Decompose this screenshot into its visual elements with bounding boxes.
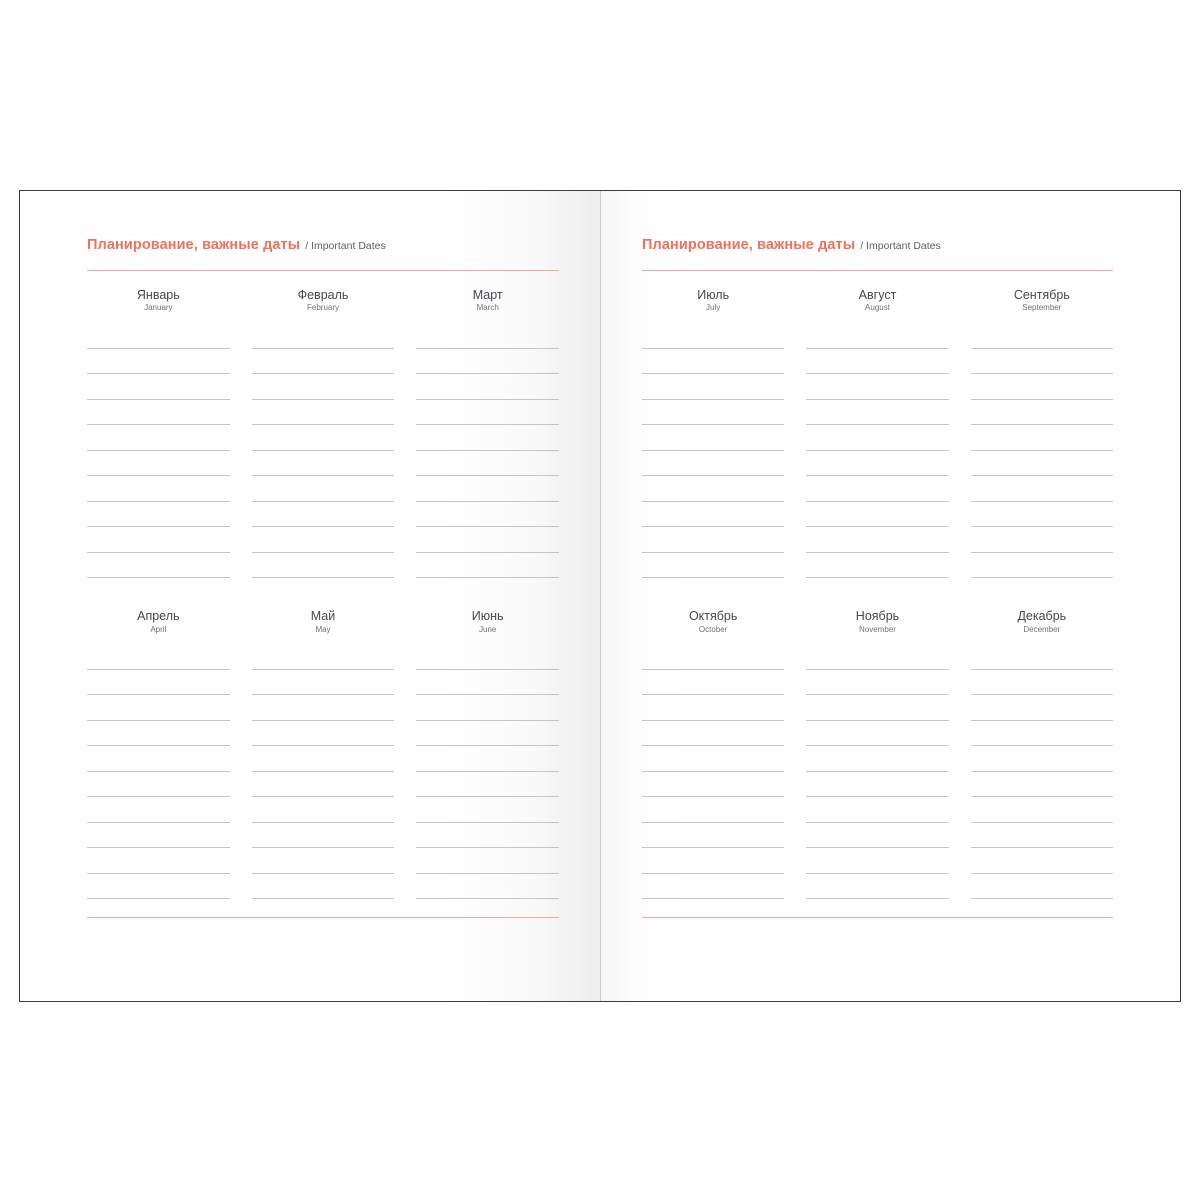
writing-line[interactable] bbox=[416, 644, 559, 670]
page-right-bottom-rule bbox=[642, 917, 1113, 918]
writing-line[interactable] bbox=[806, 823, 948, 849]
writing-line[interactable] bbox=[642, 848, 784, 874]
writing-line[interactable] bbox=[87, 502, 230, 528]
writing-line[interactable] bbox=[806, 374, 948, 400]
row-spacer bbox=[87, 578, 559, 592]
writing-line[interactable] bbox=[416, 400, 559, 426]
writing-line[interactable] bbox=[642, 644, 784, 670]
writing-line[interactable] bbox=[252, 746, 395, 772]
month-title-june: Июнь bbox=[471, 609, 504, 624]
writing-line[interactable] bbox=[971, 644, 1113, 670]
month-block-august bbox=[806, 288, 948, 578]
writing-line[interactable] bbox=[87, 349, 230, 375]
page-left-header-title-ru: Планирование, важные даты bbox=[87, 237, 301, 253]
writing-line[interactable] bbox=[971, 695, 1113, 721]
writing-line[interactable] bbox=[971, 553, 1113, 579]
writing-line[interactable] bbox=[416, 695, 559, 721]
month-block-november bbox=[806, 609, 948, 899]
writing-line[interactable] bbox=[971, 746, 1113, 772]
month-block-april bbox=[87, 609, 230, 899]
writing-line[interactable] bbox=[416, 670, 559, 696]
writing-line[interactable] bbox=[87, 425, 230, 451]
writing-line[interactable] bbox=[806, 502, 948, 528]
writing-line[interactable] bbox=[252, 644, 395, 670]
planner-page-left bbox=[20, 191, 600, 1001]
writing-line[interactable] bbox=[416, 721, 559, 747]
writing-line[interactable] bbox=[252, 874, 395, 900]
writing-line[interactable] bbox=[87, 695, 230, 721]
writing-line[interactable] bbox=[252, 848, 395, 874]
month-title-may: Май bbox=[310, 609, 336, 624]
month-block-july bbox=[642, 288, 784, 578]
writing-line[interactable] bbox=[252, 502, 395, 528]
writing-line[interactable] bbox=[416, 848, 559, 874]
writing-line[interactable] bbox=[806, 797, 948, 823]
writing-line[interactable] bbox=[416, 527, 559, 553]
writing-line[interactable] bbox=[806, 695, 948, 721]
writing-line[interactable] bbox=[806, 746, 948, 772]
writing-line[interactable] bbox=[252, 451, 395, 477]
month-subtitle-april: April bbox=[150, 624, 167, 634]
writing-line[interactable] bbox=[416, 797, 559, 823]
month-title-august: Август bbox=[858, 288, 897, 302]
writing-line[interactable] bbox=[252, 400, 395, 426]
month-subtitle-august: August bbox=[865, 303, 890, 313]
writing-line[interactable] bbox=[87, 323, 230, 349]
writing-line[interactable] bbox=[87, 772, 230, 798]
writing-line[interactable] bbox=[87, 553, 230, 579]
page-left-bottom-rule bbox=[87, 917, 559, 918]
writing-line[interactable] bbox=[806, 874, 948, 900]
page-right-header-title-en: / Important Dates bbox=[860, 240, 941, 252]
page-right-header-rule bbox=[642, 270, 1113, 271]
page-right-header-title-ru: Планирование, важные даты bbox=[642, 237, 856, 253]
writing-line[interactable] bbox=[642, 797, 784, 823]
planner-spread bbox=[19, 190, 1181, 1002]
writing-line[interactable] bbox=[642, 323, 784, 349]
month-lines-march[interactable] bbox=[416, 323, 559, 578]
month-subtitle-january: January bbox=[144, 303, 173, 313]
writing-line[interactable] bbox=[416, 425, 559, 451]
month-row-q2 bbox=[87, 609, 559, 899]
month-lines-november[interactable] bbox=[806, 644, 948, 899]
month-subtitle-february: February bbox=[307, 303, 340, 313]
writing-line[interactable] bbox=[642, 476, 784, 502]
writing-line[interactable] bbox=[971, 502, 1113, 528]
month-lines-december[interactable] bbox=[971, 644, 1113, 899]
month-lines-october[interactable] bbox=[642, 644, 784, 899]
month-block-december bbox=[971, 609, 1113, 899]
writing-line[interactable] bbox=[971, 527, 1113, 553]
writing-line[interactable] bbox=[642, 823, 784, 849]
month-title-november: Ноябрь bbox=[855, 609, 900, 624]
month-subtitle-september: September bbox=[1022, 303, 1062, 313]
month-row-q4 bbox=[642, 609, 1113, 899]
month-title-july: Июль bbox=[697, 288, 730, 302]
month-lines-january[interactable] bbox=[87, 323, 230, 578]
writing-line[interactable] bbox=[87, 451, 230, 477]
writing-line[interactable] bbox=[806, 400, 948, 426]
writing-line[interactable] bbox=[416, 502, 559, 528]
month-title-december: Декабрь bbox=[1017, 609, 1067, 624]
writing-line[interactable] bbox=[642, 746, 784, 772]
writing-line[interactable] bbox=[971, 797, 1113, 823]
writing-line[interactable] bbox=[806, 670, 948, 696]
writing-line[interactable] bbox=[252, 670, 395, 696]
month-title-september: Сентябрь bbox=[1013, 288, 1070, 302]
month-block-february bbox=[252, 288, 395, 578]
writing-line[interactable] bbox=[806, 527, 948, 553]
writing-line[interactable] bbox=[971, 425, 1113, 451]
writing-line[interactable] bbox=[87, 476, 230, 502]
writing-line[interactable] bbox=[416, 553, 559, 579]
writing-line[interactable] bbox=[971, 374, 1113, 400]
writing-line[interactable] bbox=[416, 451, 559, 477]
writing-line[interactable] bbox=[806, 425, 948, 451]
month-lines-july[interactable] bbox=[642, 323, 784, 578]
writing-line[interactable] bbox=[642, 874, 784, 900]
writing-line[interactable] bbox=[252, 425, 395, 451]
writing-line[interactable] bbox=[971, 823, 1113, 849]
month-title-april: Апрель bbox=[137, 609, 180, 624]
writing-line[interactable] bbox=[87, 848, 230, 874]
writing-line[interactable] bbox=[971, 400, 1113, 426]
planner-page-right bbox=[600, 191, 1180, 1001]
writing-line[interactable] bbox=[87, 374, 230, 400]
writing-line[interactable] bbox=[416, 323, 559, 349]
month-lines-april[interactable] bbox=[87, 644, 230, 899]
writing-line[interactable] bbox=[642, 425, 784, 451]
writing-line[interactable] bbox=[87, 670, 230, 696]
month-subtitle-october: October bbox=[698, 624, 728, 634]
writing-line[interactable] bbox=[642, 502, 784, 528]
writing-line[interactable] bbox=[252, 476, 395, 502]
writing-line[interactable] bbox=[642, 451, 784, 477]
writing-line[interactable] bbox=[252, 695, 395, 721]
writing-line[interactable] bbox=[642, 400, 784, 426]
page-left-header-title-en: / Important Dates bbox=[305, 240, 386, 252]
month-title-february: Февраль bbox=[297, 288, 349, 302]
writing-line[interactable] bbox=[252, 323, 395, 349]
month-lines-june[interactable] bbox=[416, 644, 559, 899]
writing-line[interactable] bbox=[642, 695, 784, 721]
writing-line[interactable] bbox=[416, 349, 559, 375]
writing-line[interactable] bbox=[971, 323, 1113, 349]
writing-line[interactable] bbox=[642, 349, 784, 375]
month-block-march bbox=[416, 288, 559, 578]
month-title-january: Январь bbox=[136, 288, 180, 302]
writing-line[interactable] bbox=[642, 721, 784, 747]
writing-line[interactable] bbox=[971, 349, 1113, 375]
writing-line[interactable] bbox=[642, 772, 784, 798]
writing-line[interactable] bbox=[252, 349, 395, 375]
month-block-september bbox=[971, 288, 1113, 578]
writing-line[interactable] bbox=[806, 848, 948, 874]
month-subtitle-may: May bbox=[315, 624, 331, 634]
writing-line[interactable] bbox=[252, 374, 395, 400]
writing-line[interactable] bbox=[806, 772, 948, 798]
writing-line[interactable] bbox=[806, 349, 948, 375]
writing-line[interactable] bbox=[252, 797, 395, 823]
month-row-q1 bbox=[87, 288, 559, 578]
writing-line[interactable] bbox=[252, 823, 395, 849]
month-subtitle-november: November bbox=[859, 624, 896, 634]
month-title-march: Март bbox=[472, 288, 503, 302]
month-lines-august[interactable] bbox=[806, 323, 948, 578]
writing-line[interactable] bbox=[971, 721, 1113, 747]
page-right-header bbox=[642, 237, 1113, 253]
writing-line[interactable] bbox=[252, 721, 395, 747]
month-lines-may[interactable] bbox=[252, 644, 395, 899]
writing-line[interactable] bbox=[806, 721, 948, 747]
writing-line[interactable] bbox=[971, 772, 1113, 798]
writing-line[interactable] bbox=[87, 527, 230, 553]
row-spacer bbox=[642, 578, 1113, 592]
writing-line[interactable] bbox=[416, 823, 559, 849]
month-block-january bbox=[87, 288, 230, 578]
writing-line[interactable] bbox=[971, 476, 1113, 502]
month-title-october: Октябрь bbox=[688, 609, 738, 624]
writing-line[interactable] bbox=[252, 527, 395, 553]
writing-line[interactable] bbox=[416, 746, 559, 772]
page-left-header bbox=[87, 237, 559, 253]
writing-line[interactable] bbox=[642, 374, 784, 400]
writing-line[interactable] bbox=[806, 553, 948, 579]
month-block-october bbox=[642, 609, 784, 899]
month-lines-september[interactable] bbox=[971, 323, 1113, 578]
writing-line[interactable] bbox=[806, 644, 948, 670]
writing-line[interactable] bbox=[252, 772, 395, 798]
month-row-q3 bbox=[642, 288, 1113, 578]
page-left-header-rule bbox=[87, 270, 559, 271]
writing-line[interactable] bbox=[87, 797, 230, 823]
month-block-may bbox=[252, 609, 395, 899]
month-subtitle-july: July bbox=[706, 303, 721, 313]
writing-line[interactable] bbox=[806, 451, 948, 477]
writing-line[interactable] bbox=[642, 670, 784, 696]
writing-line[interactable] bbox=[971, 874, 1113, 900]
month-subtitle-june: June bbox=[479, 624, 497, 634]
page-left-content bbox=[87, 237, 559, 918]
writing-line[interactable] bbox=[806, 476, 948, 502]
writing-line[interactable] bbox=[416, 874, 559, 900]
writing-line[interactable] bbox=[416, 374, 559, 400]
month-subtitle-march: March bbox=[476, 303, 499, 313]
writing-line[interactable] bbox=[87, 644, 230, 670]
writing-line[interactable] bbox=[87, 721, 230, 747]
writing-line[interactable] bbox=[416, 476, 559, 502]
writing-line[interactable] bbox=[971, 848, 1113, 874]
writing-line[interactable] bbox=[971, 670, 1113, 696]
writing-line[interactable] bbox=[87, 400, 230, 426]
writing-line[interactable] bbox=[87, 746, 230, 772]
writing-line[interactable] bbox=[87, 823, 230, 849]
writing-line[interactable] bbox=[416, 772, 559, 798]
writing-line[interactable] bbox=[642, 527, 784, 553]
writing-line[interactable] bbox=[252, 553, 395, 579]
month-subtitle-december: December bbox=[1023, 624, 1061, 634]
writing-line[interactable] bbox=[971, 451, 1113, 477]
writing-line[interactable] bbox=[806, 323, 948, 349]
month-block-june bbox=[416, 609, 559, 899]
month-lines-february[interactable] bbox=[252, 323, 395, 578]
writing-line[interactable] bbox=[642, 553, 784, 579]
writing-line[interactable] bbox=[87, 874, 230, 900]
page-right-content bbox=[642, 237, 1113, 918]
